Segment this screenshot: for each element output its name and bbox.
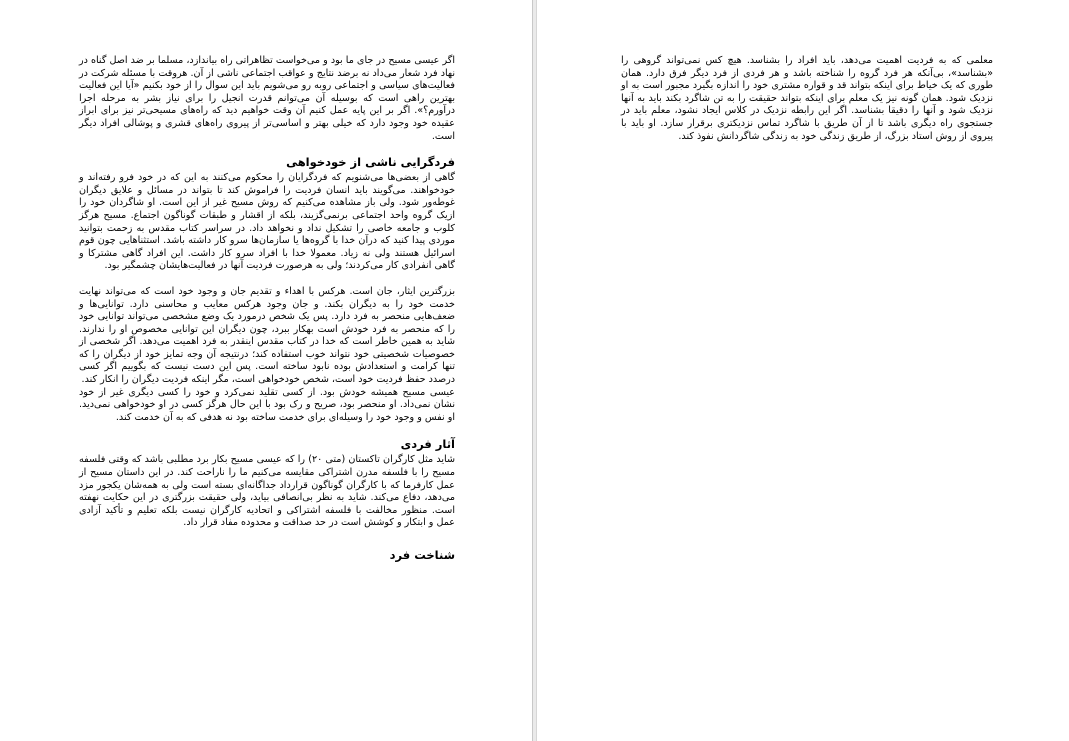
collective-paragraph: گاهی از بعضی‌ها می‌شنویم که فردگرایان را محکوم می‌کنند به این که در خود فرو رفته‌اند و خودخواهند. می‌گویند باید انسان فردیت را فراموش کند تا بتواند در مسائل و علایق دیگران غوطه‌ور شود. ولی باز مشاهده می‌کنیم که روش مسیح غیر از این است. او شاگردان خود را ازیک گروه واحد اجتماعی برنمی‌گزیند، بلکه از اقشار و طبقات گوناگون اجتماع. مسیح هرگز کلوب و جامعه خاصی را تشکیل نداد و نخواهد داد. در سراسر کتاب مقدس به زحمت بتوانید موردی پیدا کنید که در‌آن خدا با گروه‌ها یا سازمان‌ها سرو کار داشته باشد. استثناهایی چون قوم اسرائیل هستند ولی نه زیاد. معمولا خدا با افراد سرو کار داشت. این افراد گاهی مشترکا و گاهی انفرادی کار می‌کردند؛ ولی به هرصورت فردیت آنها در فعالیت‌هایشان چشمگیر بود. (79, 172, 455, 272)
heading-knowing-individual: شناخت فرد (389, 548, 455, 562)
right-page (537, 0, 1069, 741)
heading-individualism-selfishness: فردگرایی ناشی از خودخواهی (286, 155, 455, 170)
right-text-column (621, 55, 993, 143)
traces-paragraph: شاید مثل کارگران تاکستان (متی ۲۰) را که عیسی مسیح بکار برد مطلبی باشد که وقتی فلسفه مسیح را با فلسفه مدرن اشتراکی مقایسه می‌کنیم ما را ناراحت کند. در این داستان مسیح از عمل کارفرما که با کارگران گوناگون قرارداد جداگانه‌ای بسته است ولی به همه‌شان یکجور مزد می‌دهد، دفاع می‌کند. شاید به نظر بی‌انصافی بیاید، ولی حقیقت بزرگتری در این حکایت نهفته است. منظور مخالفت با فلسفه اشتراکی و اتحادیه کارگران نیست بلکه تعلیم و تأکید آزادی عمل و ابتکار و کوشش است در حد صداقت و محدوده مفاد قرار داد. (79, 454, 456, 529)
teacher-paragraph: معلمی که به فردیت اهمیت می‌دهد، باید افراد را بشناسد. هیچ کس نمی‌تواند گروهی را «بشناسد»، بی‌آنکه هر فرد گروه را شناخته باشد و هر فردی از فرد دیگر فرق دارد. همان طوری که یک خیاط برای اینکه بتواند قد و قواره مشتری خود را اندازه بگیرد مجبور است به او نزدیک شود. همان گونه نیز یک معلم برای اینکه بتواند حقیقت را به تن شاگرد بکند باید به آنها نزدیک شود و آنها را دقیقا بشناسد. اگر این رابطه نزدیک در کلاس ایجاد نشود، معلم باید در جستجوی راه دیگری باشد تا از آن طریق با شاگرد تماس نزدیکتری برقرار سازد. او باید با پیروی از روش استاد بزرگ، از طریق زندگی خود به زندگی شاگردانش نفوذ کند. (621, 55, 993, 142)
jesus-paragraph: عیسی مسیح همیشه خودش بود. از کسی تقلید نمی‌کرد و خود را کسی دیگری غیر از خود نشان نمی‌داد. او منحصر بود، صریح و رک بود با این حال هرگز کسی در او خودخواهی نمی‌دید. او نفس و وجود خود را وسیله‌ای برای خدمت ساخته بود نه هدفی که به آن خدمت کند. (79, 386, 455, 423)
left-page (0, 0, 532, 741)
left-text-column (79, 55, 455, 565)
sacrifice-paragraph: بزرگترین ایثار، جان است. هرکس با اهداء و تقدیم جان و وجود خود است که می‌تواند نهایت خدمت خود را به دیگران بکند. و جان وجود هرکس معایب و محاسنی دارد. توانایی‌ها و ضعف‌هایی منحصر به فرد دارد. پس یک شخص درمورد یک وضع مشخصی می‌تواند توانایی خود را که منحصر به فرد خودش است بهکار ببرد، چون دیگران این توانایی مخصوص او را ندارند. شاید به همین خاطر است که خدا در کتاب مقدس اینقدر به فرد اهمیت می‌دهد. اگر شخصی از خصوصیات شخصیتی خود نتواند خوب استفاده کند؛ درنتیجه آن وجه تمایز خود از دیگران را که تنها کرامت و استعدادش بوده نابود ساخته است. پس این دست نیست که بگوییم اگر کسی درصدد حفظ فردیت خود است، شخص خودخواهی است، مگر اینکه فردیت دیگران را انکار کند. (79, 285, 455, 386)
heading-individual-traces: آثار فردی (400, 437, 455, 452)
intro-paragraph: اگر عیسی مسیح در جای ما بود و می‌خواست تظاهراتی راه بیاندازد، مسلما بر ضد اصل گناه در نهاد فرد شعار می‌داد نه برضد نتایج و عواقب اجتماعی ناشی از آن. هروقت با مسئله شرکت در فعالیت‌های سیاسی و اجتماعی روبه رو می‌شویم باید این سوال را از خود بکنیم «آیا این فعالیت بهترین راهی است که بوسیله آن می‌توانم قدرت انجیل را برای نیاز بشر به مرحله اجرا درآورم؟». اگر بر این پایه عمل کنیم آن وقت خواهیم دید که راه‌های مسیحی‌تر نیز برای ابراز عقیده خود وجود دارد که خیلی بهتر و اساسی‌تر از پیروی راه‌های قشری و پوشالی افراد دیگر است. (79, 55, 455, 142)
